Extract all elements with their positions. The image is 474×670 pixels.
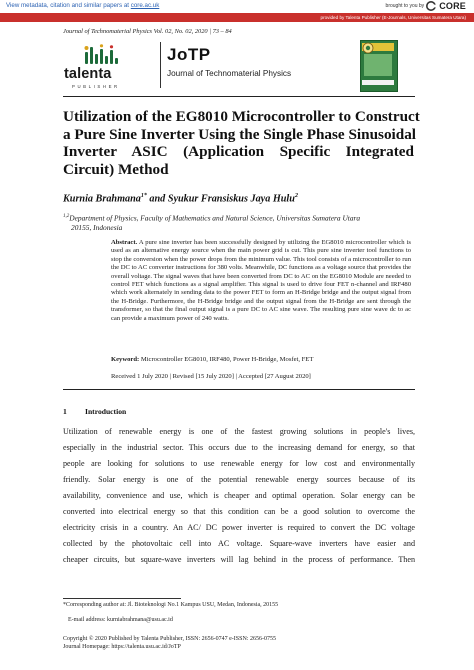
section-heading — [63, 407, 126, 416]
abstract-label: Abstract. — [111, 239, 138, 246]
header-rule — [63, 96, 415, 97]
cover-band-mid — [364, 54, 392, 76]
paper-title — [63, 108, 420, 178]
cover-band-bottom — [362, 80, 394, 85]
keywords-text: Microcontroller EG8010, IRF480, Power H-Bridge, Mosfet, FET — [139, 356, 314, 363]
section-title: Introduction — [85, 407, 127, 416]
corresponding-author-note: *Corresponding author at: Jl. Bioteknologi No.1 Kampus USU, Medan, Indonesia, 20155 — [63, 602, 279, 608]
copyright-block — [63, 635, 276, 651]
brought-by-text: brought to you by — [385, 3, 425, 9]
affiliation-sup: 1,2 — [63, 214, 70, 219]
body-line: friendly. Solar energy is one of the potential renewable energy sources because of its — [63, 475, 415, 485]
body-paragraph — [63, 424, 415, 568]
core-brand[interactable] — [386, 1, 466, 11]
core-link-url[interactable]: core.ac.uk — [130, 2, 160, 9]
author-name: Syukur Fransiskus Jaya Hulu — [167, 193, 295, 205]
publisher-logo-text: talenta — [64, 66, 112, 82]
core-link-text: View metadata, citation and similar papers at — [6, 2, 130, 9]
body-line: cheaper circuits, but square-wave inverters will lag behind in the process of performance. Then — [63, 555, 415, 565]
abstract-rule — [63, 389, 415, 390]
keywords-label: Keyword: — [111, 356, 140, 363]
university-seal-icon — [362, 42, 374, 54]
journal-name: Journal of Technomaterial Physics — [167, 69, 292, 78]
affiliation — [63, 212, 423, 233]
abstract-text: A pure sine inverter has been successfully designed by utilizing the EG8010 microcontroller which is used as an alternative energy source when the main power grid is cut. This pure sine inverter tool functions to stop the conversion when the power drops from the minimum value. This tool consists of a microcontroller to run the DC to AC converter instructions for 380 volts. Meanwhile, DC functions as a voltage source that provides the overall voltage. The signal waves that have been converted from DC to AC on the EG8010 Module are needed to control FET which functions as a signal amplifier. This signal is used to drive four FET n-channel and IRF480 which work alternately in sending data to the power FET to form an H-Bridge bridge and the output signal from the H-Bridge. Furthermore, the H-Bridge bridge and the output signal from the H-Bridge are sent through the transformer, so that the final output signal is a pure DC to AC sine wave. The resulting pure sine wave dc to ac can provide a maximum power of 240 watts. — [111, 239, 411, 322]
body-line: people are looking for solutions to use renewable energy for low cost and environmentally — [63, 459, 415, 469]
title-line: Utilization of the EG8010 Microcontroller to Construct — [63, 108, 420, 125]
core-logo-icon — [426, 1, 436, 11]
article-dates: Received 1 July 2020 | Revised [15 July 2020] | Accepted [27 August 2020] — [111, 373, 311, 380]
copyright-line: Copyright © 2020 Published by Talenta Publisher, ISSN: 2656-0747 e-ISSN: 2656-0755 — [63, 636, 276, 642]
body-line: especially in the industrial sector. This occurs due to the increasing demand for energy, so that — [63, 443, 415, 453]
footnote-rule — [63, 598, 181, 599]
title-line: Circuit) Method — [63, 160, 169, 178]
author-sup: 1* — [140, 193, 147, 199]
title-line: a Pure Sine Inverter Using the Single Phase Sinusoidal — [63, 125, 417, 143]
author-conj: and — [146, 193, 168, 205]
affiliation-line: 20155, Indonesia — [71, 223, 123, 233]
body-line: converted into electrical energy so that this condition can be a good solution to overcome the — [63, 507, 415, 517]
body-line: electricity crisis in a country. An AC/ DC power inverter is required to convert the DC voltage — [63, 523, 415, 533]
author-sup: 2 — [294, 193, 298, 199]
core-metadata-link[interactable] — [6, 2, 159, 9]
author-list — [63, 193, 298, 204]
body-line: availability, convenience and use, which is cheaper and optimal operation. Solar energy can be — [63, 491, 415, 501]
homepage-line: Journal Homepage: https://talenta.usu.ac.id/JoTP — [63, 644, 181, 650]
journal-abbrev: JoTP — [167, 45, 211, 64]
keywords — [111, 356, 411, 363]
title-line: Inverter ASIC (Application Specific Integrated — [63, 143, 414, 160]
body-line: collected by the photovoltaic cell into AC voltage. Square-wave inverters have easier and — [63, 539, 415, 549]
publisher-sub-text: PUBLISHER — [72, 84, 120, 89]
abstract — [111, 239, 411, 323]
core-word: CORE — [439, 1, 466, 11]
section-number: 1 — [63, 407, 67, 416]
provider-text[interactable]: provided by Talenta Publisher (E-Journals, Universitas Sumatera Utara) — [320, 14, 466, 20]
email-note: E-mail address: kurniabrahmana@usu.ac.id — [68, 617, 173, 623]
body-line: Utilization of renewable energy is one of the fastest growing solutions in people's lives, — [63, 427, 415, 436]
author-name: Kurnia Brahmana — [63, 193, 141, 205]
journal-info: Journal of Technomaterial Physics Vol. 02, No. 02, 2020 | 73 – 84 — [63, 28, 232, 35]
affiliation-line: Department of Physics, Faculty of Mathematics and Natural Science, Universitas Sumatera Utara — [69, 213, 361, 223]
